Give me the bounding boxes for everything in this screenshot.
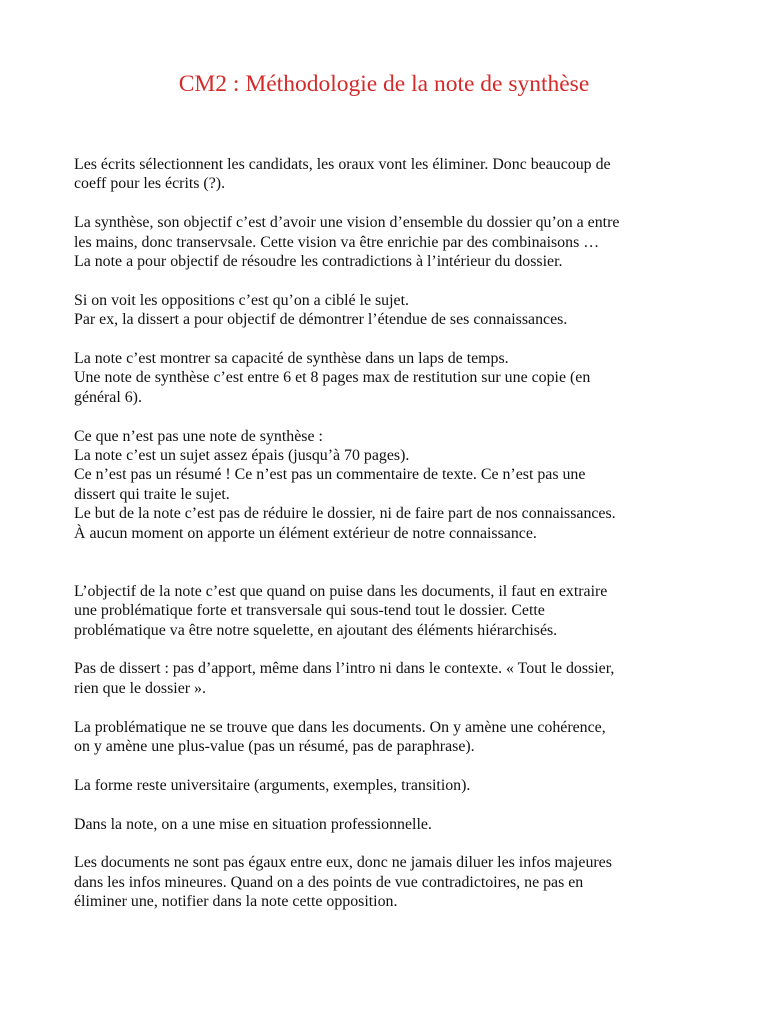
paragraph-line: problématique va être notre squelette, en ajoutant des éléments hiérarchisés. <box>74 621 558 639</box>
paragraph-line: les mains, donc transervsale. Cette vision va être enrichie par des combinaisons … <box>74 233 600 251</box>
paragraph-line: À aucun moment on apporte un élément extérieur de notre connaissance. <box>74 524 537 542</box>
paragraph-line: Ce que n’est pas une note de synthèse : <box>74 427 323 445</box>
paragraph-line: La synthèse, son objectif c’est d’avoir une vision d’ensemble du dossier qu’on a entre <box>74 214 620 232</box>
paragraph <box>74 718 714 757</box>
paragraph <box>74 853 714 911</box>
paragraph-line: Une note de synthèse c’est entre 6 et 8 pages max de restitution sur une copie (en <box>74 369 591 387</box>
paragraph-line: dans les infos mineures. Quand on a des points de vue contradictoires, ne pas en <box>74 873 584 891</box>
paragraph-line: La note a pour objectif de résoudre les contradictions à l’intérieur du dossier. <box>74 253 563 271</box>
paragraph-line: une problématique forte et transversale qui sous-tend tout le dossier. Cette <box>74 602 545 620</box>
paragraph-line: La forme reste universitaire (arguments, exemples, transition). <box>74 776 471 794</box>
paragraph-line: La note c’est un sujet assez épais (jusqu’à 70 pages). <box>74 447 410 465</box>
document-title: CM2 : Méthodologie de la note de synthèse <box>178 71 590 97</box>
paragraph <box>74 155 714 194</box>
paragraph <box>74 349 714 407</box>
paragraph <box>74 291 714 330</box>
paragraph-line: Les documents ne sont pas égaux entre eux, donc ne jamais diluer les infos majeures <box>74 854 612 872</box>
paragraph <box>74 659 714 698</box>
paragraph-line: Les écrits sélectionnent les candidats, les oraux vont les éliminer. Donc beaucoup de <box>74 156 611 173</box>
paragraph <box>74 815 714 834</box>
paragraph-line: Le but de la note c’est pas de réduire le dossier, ni de faire part de nos connaissances. <box>74 505 616 523</box>
paragraph-line: rien que le dossier ». <box>74 679 206 697</box>
paragraph-line: Dans la note, on a une mise en situation professionnelle. <box>74 815 432 833</box>
document-body <box>74 155 714 931</box>
paragraph <box>74 427 714 543</box>
paragraph <box>74 776 714 795</box>
paragraph <box>74 582 714 640</box>
paragraph-line: Par ex, la dissert a pour objectif de démontrer l’étendue de ses connaissances. <box>74 311 568 329</box>
paragraph-line: dissert qui traite le sujet. <box>74 485 230 503</box>
paragraph-line: L’objectif de la note c’est que quand on puise dans les documents, il faut en extraire <box>74 582 608 600</box>
paragraph-line: général 6). <box>74 388 142 406</box>
paragraph-line: La problématique ne se trouve que dans les documents. On y amène une cohérence, <box>74 718 606 736</box>
paragraph-line: Ce n’est pas un résumé ! Ce n’est pas un commentaire de texte. Ce n’est pas une <box>74 466 586 484</box>
paragraph-line: Pas de dissert : pas d’apport, même dans l’intro ni dans le contexte. « Tout le dossier, <box>74 660 615 678</box>
paragraph-line: coeff pour les écrits (?). <box>74 175 226 193</box>
paragraph-line: on y amène une plus-value (pas un résumé, pas de paraphrase). <box>74 738 475 756</box>
paragraph-line: Si on voit les oppositions c’est qu’on a ciblé le sujet. <box>74 291 409 309</box>
paragraph <box>74 213 714 271</box>
paragraph-line: La note c’est montrer sa capacité de synthèse dans un laps de temps. <box>74 350 509 368</box>
paragraph-line: éliminer une, notifier dans la note cette opposition. <box>74 893 398 911</box>
